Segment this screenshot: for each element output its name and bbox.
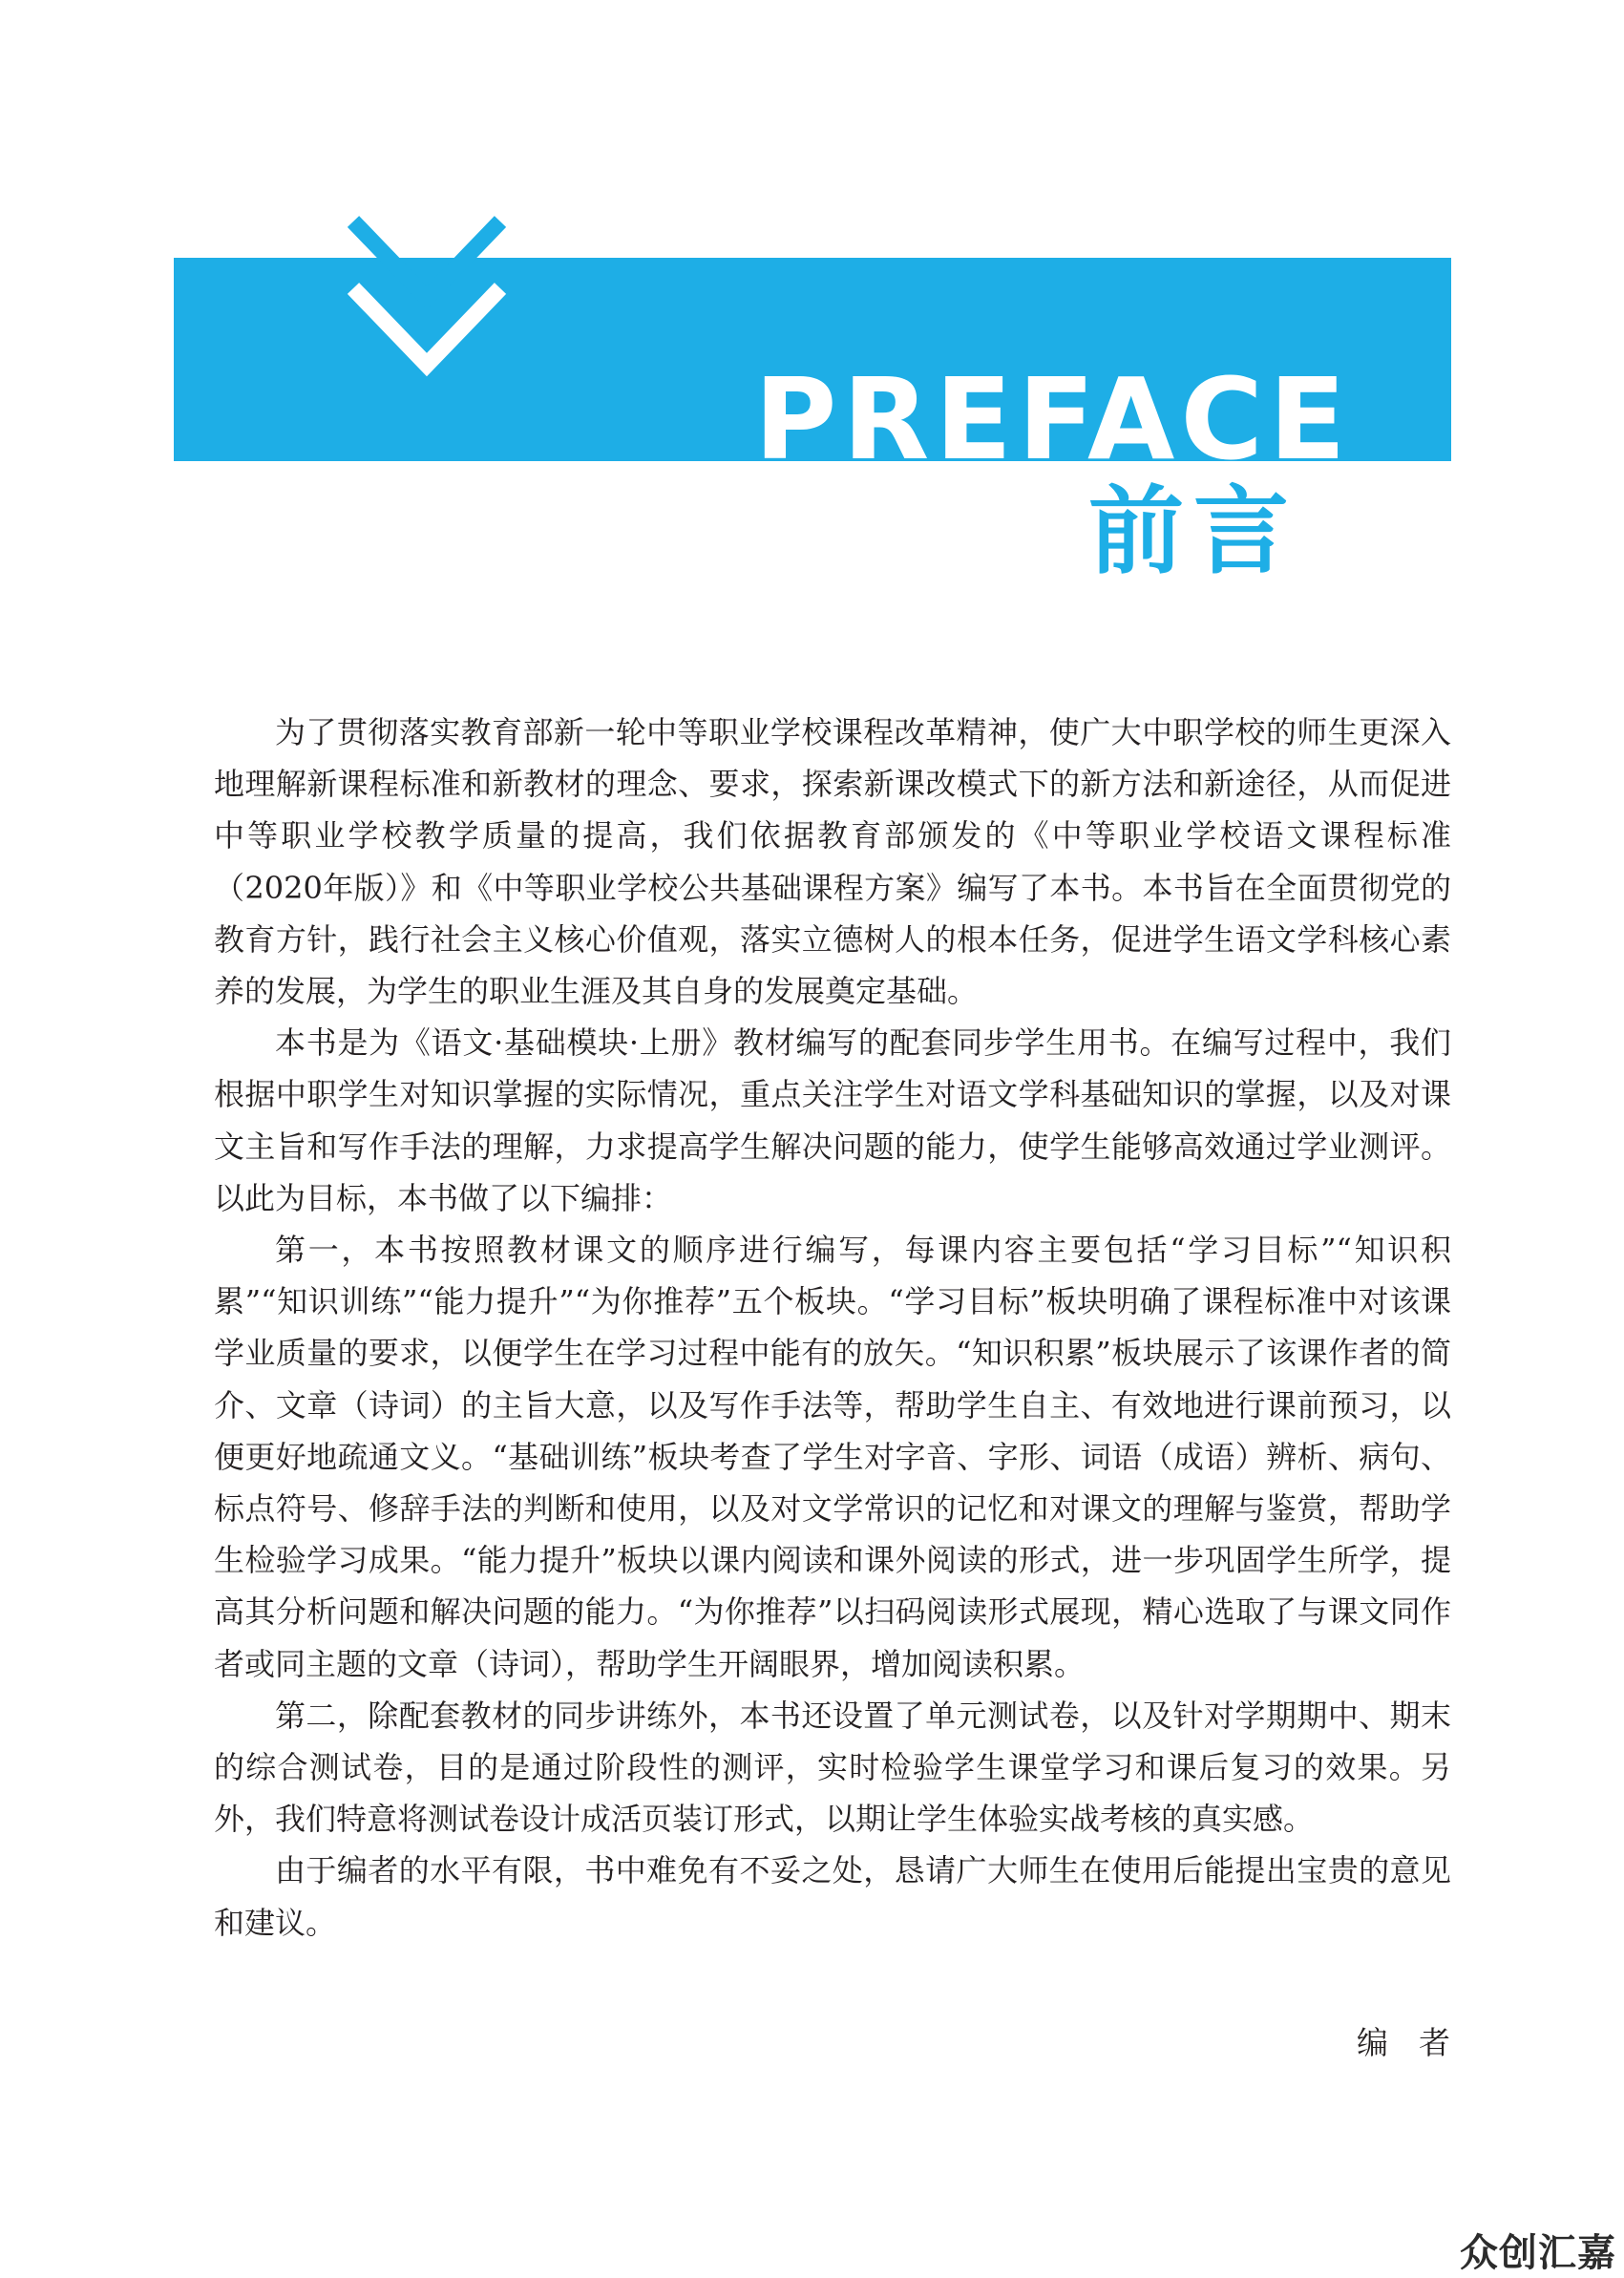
title-chinese: 前言 — [1088, 475, 1298, 587]
paragraph-2: 本书是为《语文·基础模块·上册》教材编写的配套同步学生用书。在编写过程中，我们根据中职学生对知识掌握的实际情况，重点关注学生对语文学科基础知识的掌握，以及对课文主旨和写作手法的理解，力求提高学生解决问题的能力，使学生能够高效通过学业测评。以此为目标，本书做了以下编排： — [214, 1024, 1451, 1216]
title-english: PREFACE — [754, 363, 1352, 461]
paragraph-4: 第二，除配套教材的同步讲练外，本书还设置了单元测试卷，以及针对学期期中、期末的综合测试卷，目的是通过阶段性的测评，实时检验学生课堂学习和课后复习的效果。另外，我们特意将测试卷设计成活页装订形式，以期让学生体验实战考核的真实感。 — [214, 1697, 1451, 1838]
publisher-watermark: 众创汇嘉 — [1460, 2231, 1616, 2275]
author-signature: 编者 — [1357, 2024, 1481, 2061]
paragraph-5: 由于编者的水平有限，书中难免有不妥之处，恳请广大师生在使用后能提出宝贵的意见和建议。 — [214, 1852, 1451, 1941]
paragraph-1: 为了贯彻落实教育部新一轮中等职业学校课程改革精神，使广大中职学校的师生更深入地理解新课程标准和新教材的理念、要求，探索新课改模式下的新方法和新途径，从而促进中等职业学校教学质量的提高，我们依据教育部颁发的《中等职业学校语文课程标准（2020年版）》和《中等职业学校公共基础课程方案》编写了本书。本书旨在全面贯彻党的教育方针，践行社会主义核心价值观，落实立德树人的根本任务，促进学生语文学科核心素养的发展，为学生的职业生涯及其自身的发展奠定基础。 — [214, 714, 1451, 1010]
paragraph-3: 第一，本书按照教材课文的顺序进行编写，每课内容主要包括“学习目标”“知识积累”“知识训练”“能力提升”“为你推荐”五个板块。“学习目标”板块明确了课程标准中对该课学业质量的要求，以便学生在学习过程中能有的放矢。“知识积累”板块展示了该课作者的简介、文章（诗词）的主旨大意，以及写作手法等，帮助学生自主、有效地进行课前预习，以便更好地疏通文义。“基础训练”板块考查了学生对字音、字形、词语（成语）辨析、病句、标点符号、修辞手法的判断和使用，以及对文学常识的记忆和对课文的理解与鉴赏，帮助学生检验学习成果。“能力提升”板块以课内阅读和课外阅读的形式，进一步巩固学生所学，提高其分析问题和解决问题的能力。“为你推荐”以扫码阅读形式展现，精心选取了与课文同作者或同主题的文章（诗词），帮助学生开阔眼界，增加阅读积累。 — [214, 1232, 1451, 1682]
double-chevron-down-icon — [344, 212, 511, 389]
preface-body — [214, 707, 1451, 1949]
